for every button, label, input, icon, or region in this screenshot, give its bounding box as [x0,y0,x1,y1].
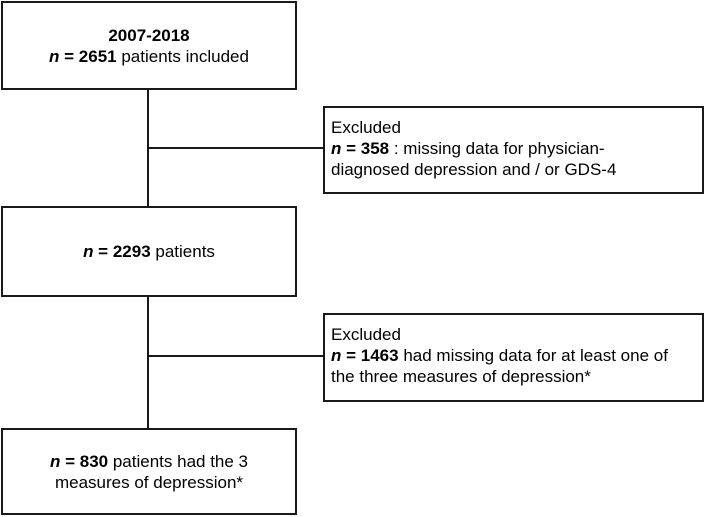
exclusion-1-reason-part2: diagnosed depression and / or GDS-4 [331,160,617,179]
eligible-count-description: patients [150,242,215,261]
n-symbol: n [83,242,94,261]
flow-box-exclusion-2 [323,313,704,402]
exclusion-1-count-line [331,138,696,159]
exclusion-2-title: Excluded [331,325,401,344]
eligible-count-value: 2293 [112,242,151,261]
initial-count-description: patients included [116,46,249,66]
n-symbol: n [331,346,342,365]
final-count-description: patients had the 3 [108,451,249,471]
exclusion-1-reason-part1: : missing data for physician- [389,139,605,158]
initial-count-value: 2651 [78,46,117,66]
final-count-line [50,451,248,472]
branch-horizontal-connector-2 [147,355,324,357]
exclusion-2-reason-part2: the three measures of depression* [331,367,591,386]
branch-horizontal-connector-1 [147,147,324,149]
flow-box-exclusion-1 [323,106,704,194]
initial-count-line [49,46,249,67]
period-label: 2007-2018 [108,25,190,45]
exclusion-2-count-line [331,345,696,366]
flow-box-final-cohort [1,428,297,515]
eligible-count-line [83,241,215,262]
equals-sign: = [341,139,361,158]
final-count-description-2: measures of depression* [54,472,244,492]
equals-sign: = [93,242,113,261]
exclusion-1-title: Excluded [331,118,401,137]
exclusion-2-reason-part1: had missing data for at least one of [398,346,668,365]
n-symbol: n [49,46,60,66]
main-vertical-connector-2 [147,296,149,429]
equals-sign: = [59,46,79,66]
final-count-value: 830 [79,451,109,471]
flow-box-initial-cohort [1,1,297,90]
flow-box-eligible-cohort [1,206,297,297]
equals-sign: = [60,451,80,471]
n-symbol: n [331,139,342,158]
equals-sign: = [341,346,361,365]
exclusion-1-count-value: 358 [360,139,390,158]
n-symbol: n [49,451,61,471]
exclusion-2-count-value: 1463 [360,346,399,365]
